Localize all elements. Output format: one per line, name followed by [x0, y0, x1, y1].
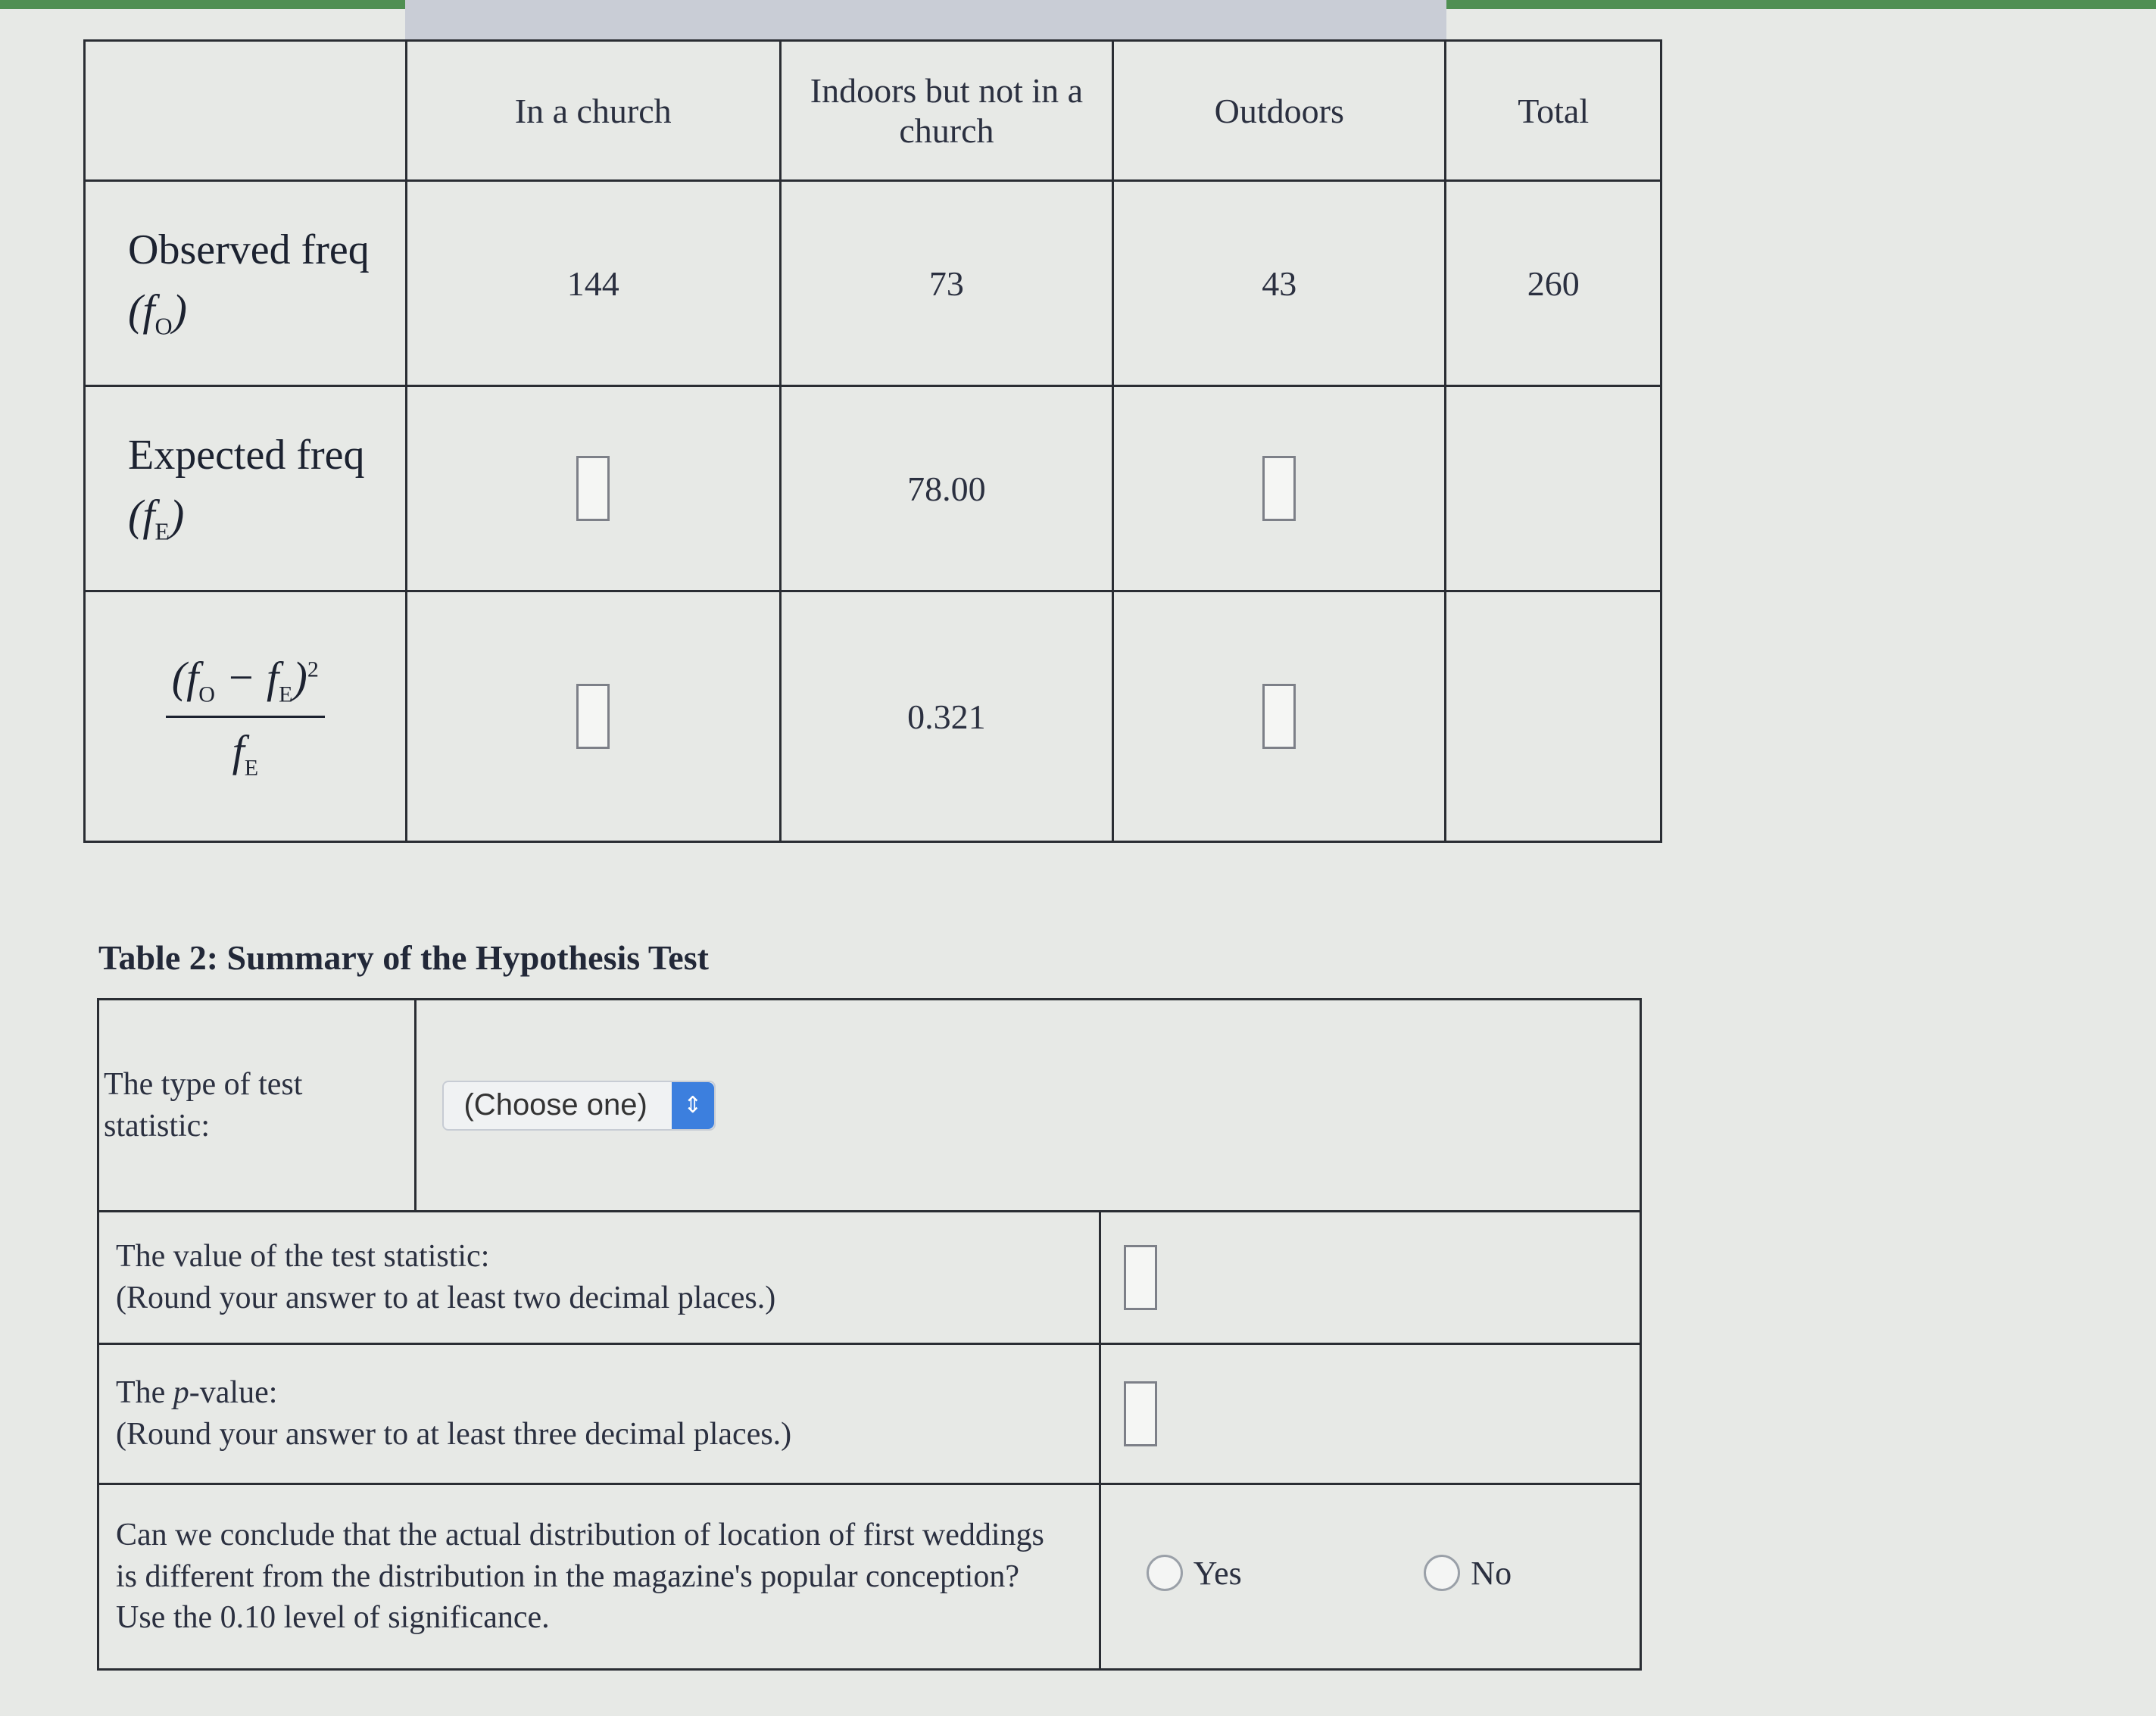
conclusion-options-cell — [1100, 1484, 1640, 1670]
pvalue-hint: (Round your answer to at least three decimal places.) — [116, 1417, 792, 1452]
pvalue-label: The p-value: — [116, 1375, 278, 1411]
observed-indoors: 73 — [780, 181, 1112, 386]
col-header-total: Total — [1446, 41, 1661, 181]
frequency-table — [83, 39, 1662, 843]
pvalue-label-cell — [98, 1344, 1100, 1484]
table2-caption: Table 2: Summary of the Hypothesis Test — [98, 938, 709, 977]
expected-indoors: 78.00 — [780, 386, 1112, 591]
chi-outdoors-cell — [1113, 591, 1446, 842]
test-value-input[interactable] — [1124, 1245, 1157, 1310]
test-type-label: The type of test statistic: — [98, 1000, 416, 1212]
pvalue-row — [98, 1344, 1641, 1484]
test-value-row — [98, 1212, 1641, 1344]
observed-label-cell — [85, 181, 407, 386]
chi-component-row — [85, 591, 1661, 842]
test-value-hint: (Round your answer to at least two decimal places.) — [116, 1281, 776, 1315]
expected-in-church-cell — [406, 386, 780, 591]
col-header-in-church: In a church — [406, 41, 780, 181]
chi-total — [1446, 591, 1661, 842]
yes-label: Yes — [1193, 1554, 1242, 1592]
no-label: No — [1471, 1554, 1512, 1592]
observed-label: Observed freq — [128, 226, 370, 274]
yes-radio[interactable] — [1147, 1555, 1183, 1591]
chi-outdoors-input[interactable] — [1262, 684, 1296, 749]
expected-outdoors-cell — [1113, 386, 1446, 591]
test-value-label: The value of the test statistic: — [116, 1239, 490, 1275]
expected-label-cell — [85, 386, 407, 591]
conclusion-question: Can we conclude that the actual distribution of location of first weddings is different from the distribution in the magazine's popular conception? Use the 0.10 level of significance. — [98, 1484, 1100, 1670]
expected-row — [85, 386, 1661, 591]
header-row — [85, 41, 1661, 181]
pvalue-input[interactable] — [1124, 1381, 1157, 1446]
test-type-select-cell — [416, 1000, 1641, 1212]
pvalue-input-cell — [1100, 1344, 1640, 1484]
col-header-outdoors: Outdoors — [1113, 41, 1446, 181]
chi-formula-cell — [85, 591, 407, 842]
hypothesis-summary-table — [97, 998, 1642, 1671]
chi-indoors: 0.321 — [780, 591, 1112, 842]
header-strip — [405, 0, 1446, 41]
observed-row — [85, 181, 1661, 386]
observed-outdoors: 43 — [1113, 181, 1446, 386]
yes-option[interactable] — [1147, 1554, 1242, 1593]
chevron-updown-icon: ⇕ — [672, 1082, 714, 1129]
col-header-indoors: Indoors but not in a church — [780, 41, 1112, 181]
test-value-label-cell — [98, 1212, 1100, 1344]
observed-in-church: 144 — [406, 181, 780, 386]
test-type-select[interactable] — [442, 1081, 715, 1131]
test-value-input-cell — [1100, 1212, 1640, 1344]
expected-symbol: $(f_E)$ — [128, 491, 185, 545]
chi-formula: $\frac{(f_O - f_E)^2}{f_E}$ — [166, 652, 325, 781]
test-type-row — [98, 1000, 1641, 1212]
observed-symbol: $(f_O)$ — [128, 285, 187, 340]
expected-label: Expected freq — [128, 432, 365, 479]
select-value: (Choose one) — [463, 1088, 647, 1122]
expected-outdoors-input[interactable] — [1262, 456, 1296, 521]
conclusion-row — [98, 1484, 1641, 1670]
observed-total: 260 — [1446, 181, 1661, 386]
chi-in-church-cell — [406, 591, 780, 842]
no-option[interactable] — [1424, 1554, 1512, 1593]
expected-in-church-input[interactable] — [576, 456, 610, 521]
expected-total — [1446, 386, 1661, 591]
corner-cell — [85, 41, 407, 181]
chi-in-church-input[interactable] — [576, 684, 610, 749]
no-radio[interactable] — [1424, 1555, 1460, 1591]
